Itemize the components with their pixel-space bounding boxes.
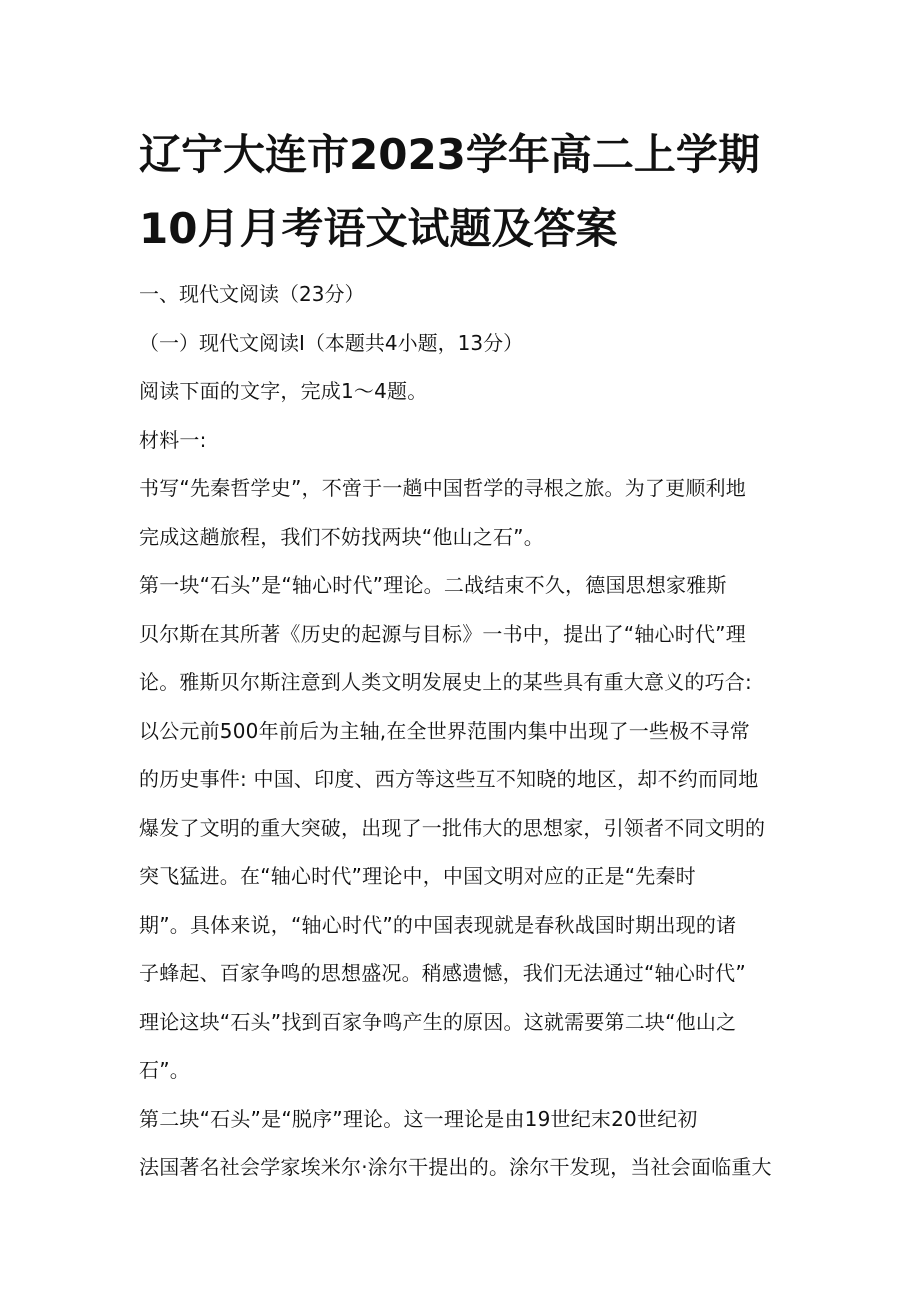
paragraph-3 [139,1095,784,1192]
paragraph-line: 以公元前500年前后为主轴,在全世界范围内集中出现了一些极不寻常 [139,718,750,743]
paragraph-line: 第二块“石头”是“脱序”理论。这一理论是由19世纪末20世纪初 [139,1106,698,1131]
paragraph-line: 书写“先秦哲学史”，不啻于一趟中国哲学的寻根之旅。为了更顺利地 [139,476,746,500]
paragraph-line: 完成这趟旅程，我们不妨找两块“他山之石”。 [139,524,544,549]
paragraph-line: 贝尔斯在其所著《历史的起源与目标》一书中，提出了“轴心时代”理 [139,621,746,646]
paragraph-line: 石”。 [139,1058,190,1082]
paragraph-line: 法国著名社会学家埃米尔·涂尔干提出的。涂尔干发现，当社会面临重大 [139,1155,772,1179]
paragraph-line: 理论这块“石头”找到百家争鸣产生的原因。这就需要第二块“他山之 [139,1009,737,1034]
document-title [139,118,784,266]
paragraph-line: 第一块“石头”是“轴心时代”理论。二战结束不久，德国思想家雅斯 [139,573,727,597]
instruction-text: 阅读下面的文字，完成1～4题。 [139,379,428,403]
paragraph-2 [139,561,784,1095]
material-label: 材料一: [139,427,207,452]
paragraph-line: 子蜂起、百家争鸣的思想盛况。稍感遗憾，我们无法通过“轴心时代” [139,961,746,985]
title-line-2: 10月月考语文试题及答案 [139,204,618,253]
paragraph-1 [139,464,784,561]
subsection-heading: （一）现代文阅读Ⅰ（本题共4小题，13分） [139,330,524,355]
paragraph-line: 突飞猛进。在“轴心时代”理论中，中国文明对应的正是“先秦时 [139,864,696,888]
document-page [139,118,784,1192]
paragraph-line: 爆发了文明的重大突破，出现了一批伟大的思想家，引领者不同文明的 [139,815,766,840]
section-heading: 一、现代文阅读（23分） [139,282,365,306]
paragraph-line: 的历史事件: 中国、印度、西方等这些互不知晓的地区，却不约而同地 [139,767,759,791]
paragraph-line: 论。雅斯贝尔斯注意到人类文明发展史上的某些具有重大意义的巧合: [139,670,752,694]
title-line-1: 辽宁大连市2023学年高二上学期 [139,130,760,179]
paragraph-line: 期”。具体来说，“轴心时代”的中国表现就是春秋战国时期出现的诸 [139,912,737,937]
